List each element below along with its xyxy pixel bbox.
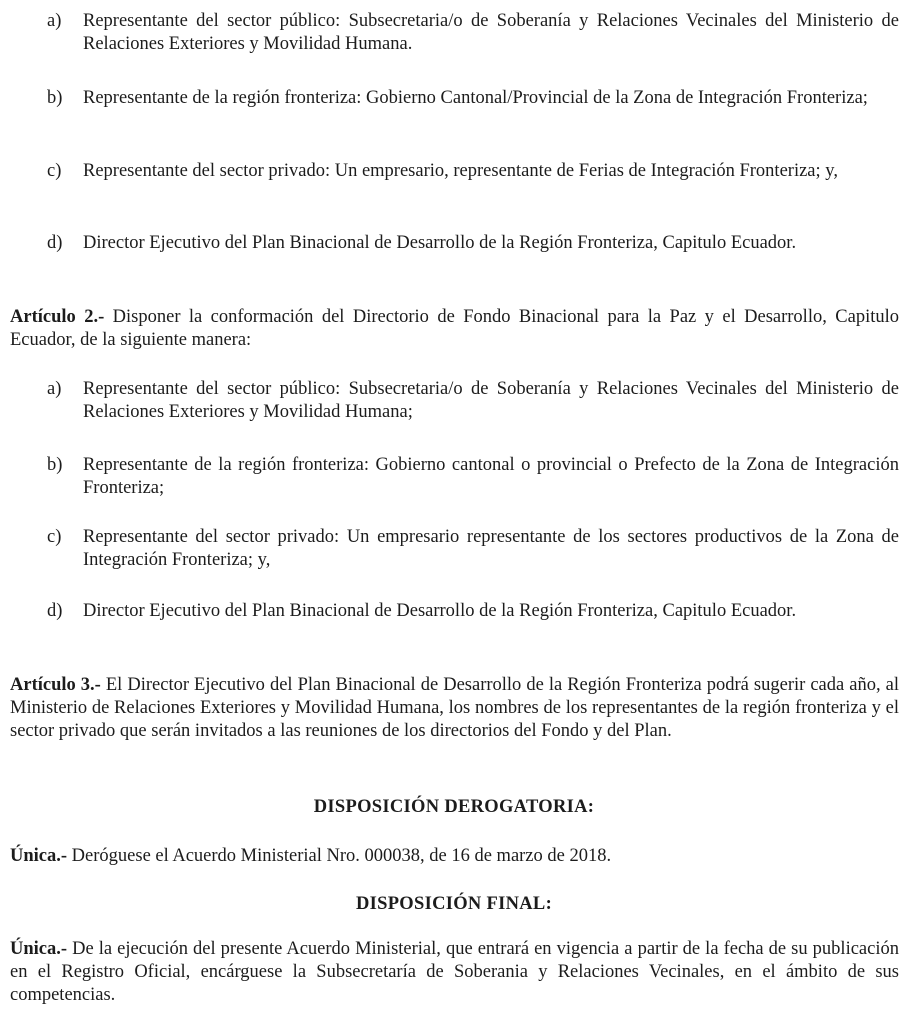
- list2-item-b: [47, 454, 899, 500]
- list-item-text: Representante del sector privado: Un empresario representante de los sectores productivos de la Zona de Integración Fronteriza; y,: [83, 527, 899, 570]
- list2-item-a: [47, 378, 899, 424]
- list-item-letter: c): [47, 161, 62, 181]
- list1-item-b: [47, 87, 899, 110]
- list-item-text: Representante del sector público: Subsecretaria/o de Soberanía y Relaciones Vecinales del Ministerio de Relaciones Exteriores y Movilidad Humana.: [83, 11, 899, 54]
- list-item-text: Director Ejecutivo del Plan Binacional de Desarrollo de la Región Fronteriza, Capitulo Ecuador.: [83, 601, 797, 621]
- derogatoria-text: Deróguese el Acuerdo Ministerial Nro. 000038, de 16 de marzo de 2018.: [67, 846, 612, 866]
- list1-item-c: [47, 160, 899, 183]
- list1-item-d: [47, 232, 899, 255]
- articulo-3-text: El Director Ejecutivo del Plan Binacional de Desarrollo de la Región Fronteriza podrá sugerir cada año, al Ministerio de Relaciones Exteriores y Movilidad Humana, los nombres de los representantes de la región fronteriza y el sector privado que serán invitados a las reuniones de los directorios del Fondo y del Plan.: [10, 675, 899, 741]
- list-item-letter: c): [47, 527, 62, 547]
- disposicion-derogatoria-heading: DISPOSICIÓN DEROGATORIA:: [313, 797, 595, 817]
- list-item-text: Representante de la región fronteriza: Gobierno Cantonal/Provincial de la Zona de Integración Fronteriza;: [83, 88, 868, 108]
- derogatoria-label: Única.-: [10, 846, 68, 866]
- disposicion-final-heading: DISPOSICIÓN FINAL:: [355, 894, 553, 914]
- articulo-2-paragraph: [10, 306, 899, 352]
- final-label: Única.-: [10, 939, 68, 959]
- list-item-letter: d): [47, 233, 63, 253]
- list-item-letter: a): [47, 379, 62, 399]
- final-text: De la ejecución del presente Acuerdo Ministerial, que entrará en vigencia a partir de la fecha de su publicación en el Registro Oficial, encárguese la Subsecretaría de Soberania y Relaciones Vecinales, en el ámbito de sus competencias.: [10, 939, 899, 1005]
- list-item-letter: d): [47, 601, 63, 621]
- list-item-letter: a): [47, 11, 62, 31]
- articulo-3-label: Artículo 3.-: [10, 675, 101, 695]
- derogatoria-paragraph: [10, 845, 899, 868]
- final-paragraph: [10, 938, 899, 1007]
- list-item-text: Representante del sector privado: Un empresario, representante de Ferias de Integración Fronteriza; y,: [83, 161, 838, 181]
- articulo-2-text: Disponer la conformación del Directorio de Fondo Binacional para la Paz y el Desarrollo, Capitulo Ecuador, de la siguiente manera:: [10, 307, 899, 350]
- list-item-text: Representante de la región fronteriza: Gobierno cantonal o provincial o Prefecto de la Zona de Integración Fronteriza;: [83, 455, 899, 498]
- list-item-letter: b): [47, 88, 63, 108]
- list-item-letter: b): [47, 455, 63, 475]
- list-item-text: Director Ejecutivo del Plan Binacional de Desarrollo de la Región Fronteriza, Capitulo Ecuador.: [83, 233, 797, 253]
- articulo-3-paragraph: [10, 674, 899, 743]
- list2-item-d: [47, 600, 899, 623]
- list1-item-a: [47, 10, 899, 56]
- list-item-text: Representante del sector público: Subsecretaria/o de Soberanía y Relaciones Vecinales del Ministerio de Relaciones Exteriores y Movilidad Humana;: [83, 379, 899, 422]
- list2-item-c: [47, 526, 899, 572]
- articulo-2-label: Artículo 2.-: [10, 307, 105, 327]
